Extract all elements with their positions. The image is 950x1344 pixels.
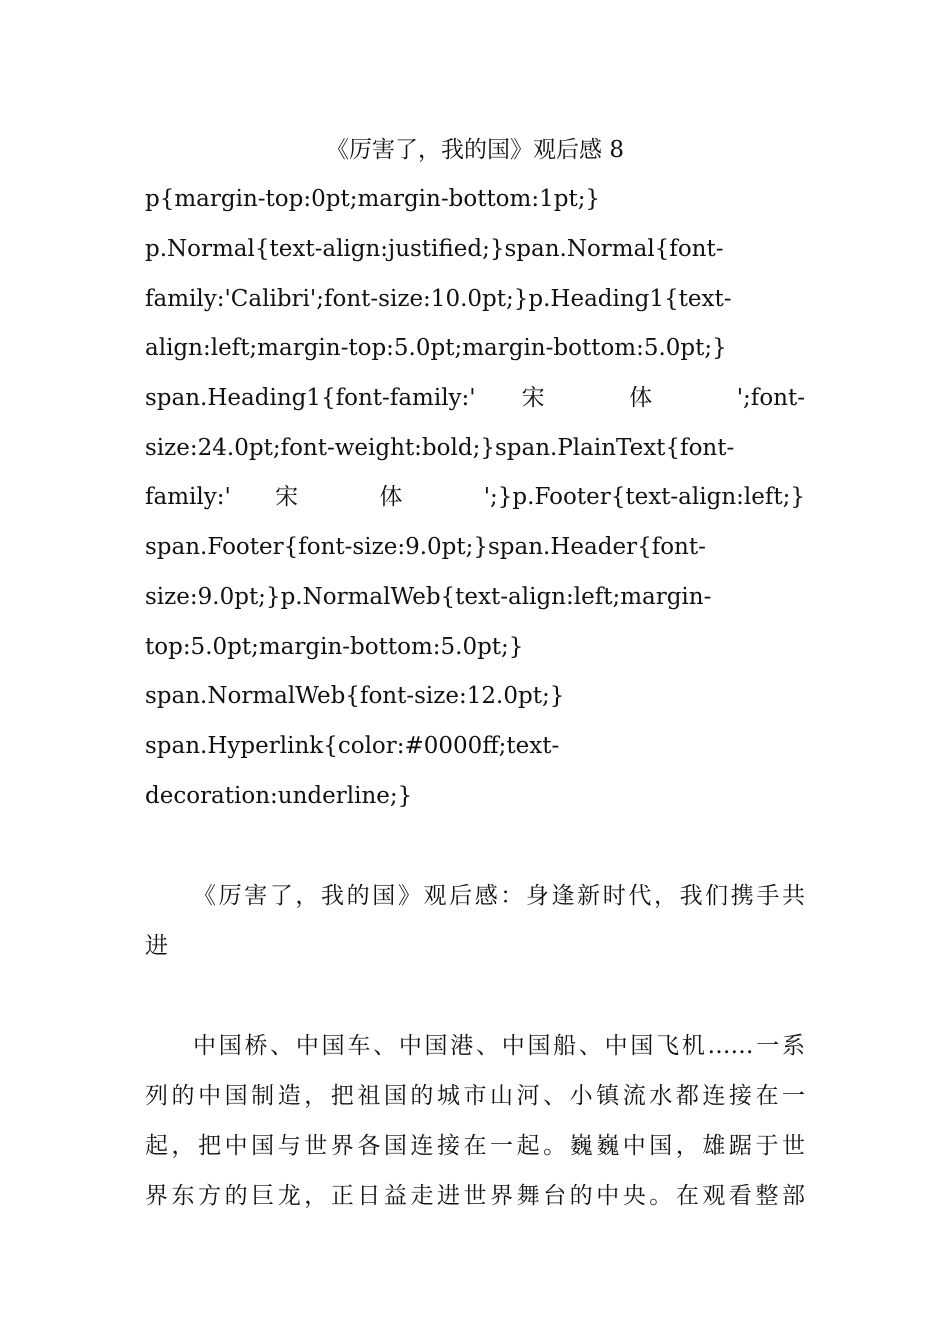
css-text-line: size:9.0pt;}p.NormalWeb{text-align:left;margin- [145,584,712,610]
subtitle-line: 《厉害了，我的国》观后感：身逢新时代，我们携手共 [193,883,805,909]
css-text-line: family:' 宋 体 ';}p.Footer{text-align:left;} [145,484,805,510]
css-text-line: span.Hyperlink{color:#0000ff;text- [145,733,560,759]
paragraph-line: 起，把中国与世界各国连接在一起。巍巍中国，雄踞于世 [145,1133,805,1159]
css-text-line: span.Heading1{font-family:' 宋 体 ';font- [145,385,805,411]
css-text-line: p{margin-top:0pt;margin-bottom:1pt;} [145,186,601,212]
css-text-line: size:24.0pt;font-weight:bold;}span.PlainText{font- [145,435,735,461]
css-text-line: align:left;margin-top:5.0pt;margin-bottom:5.0pt;} [145,335,727,361]
subtitle-line: 进 [145,933,168,959]
css-text-line: span.Footer{font-size:9.0pt;}span.Header{font- [145,534,706,560]
css-text-line: p.Normal{text-align:justified;}span.Normal{font- [145,236,724,262]
css-text-line: family:'Calibri';font-size:10.0pt;}p.Heading1{text- [145,286,732,312]
paragraph-line: 列的中国制造，把祖国的城市山河、小镇流水都连接在一 [145,1083,805,1109]
document-title: 《厉害了，我的国》观后感 8 [326,137,624,163]
paragraph-line: 中国桥、中国车、中国港、中国船、中国飞机……一系 [193,1033,805,1059]
css-text-line: top:5.0pt;margin-bottom:5.0pt;} [145,634,524,660]
css-text-line: decoration:underline;} [145,783,413,809]
css-text-line: span.NormalWeb{font-size:12.0pt;} [145,683,565,709]
paragraph-line: 界东方的巨龙，正日益走进世界舞台的中央。在观看整部 [145,1183,805,1209]
